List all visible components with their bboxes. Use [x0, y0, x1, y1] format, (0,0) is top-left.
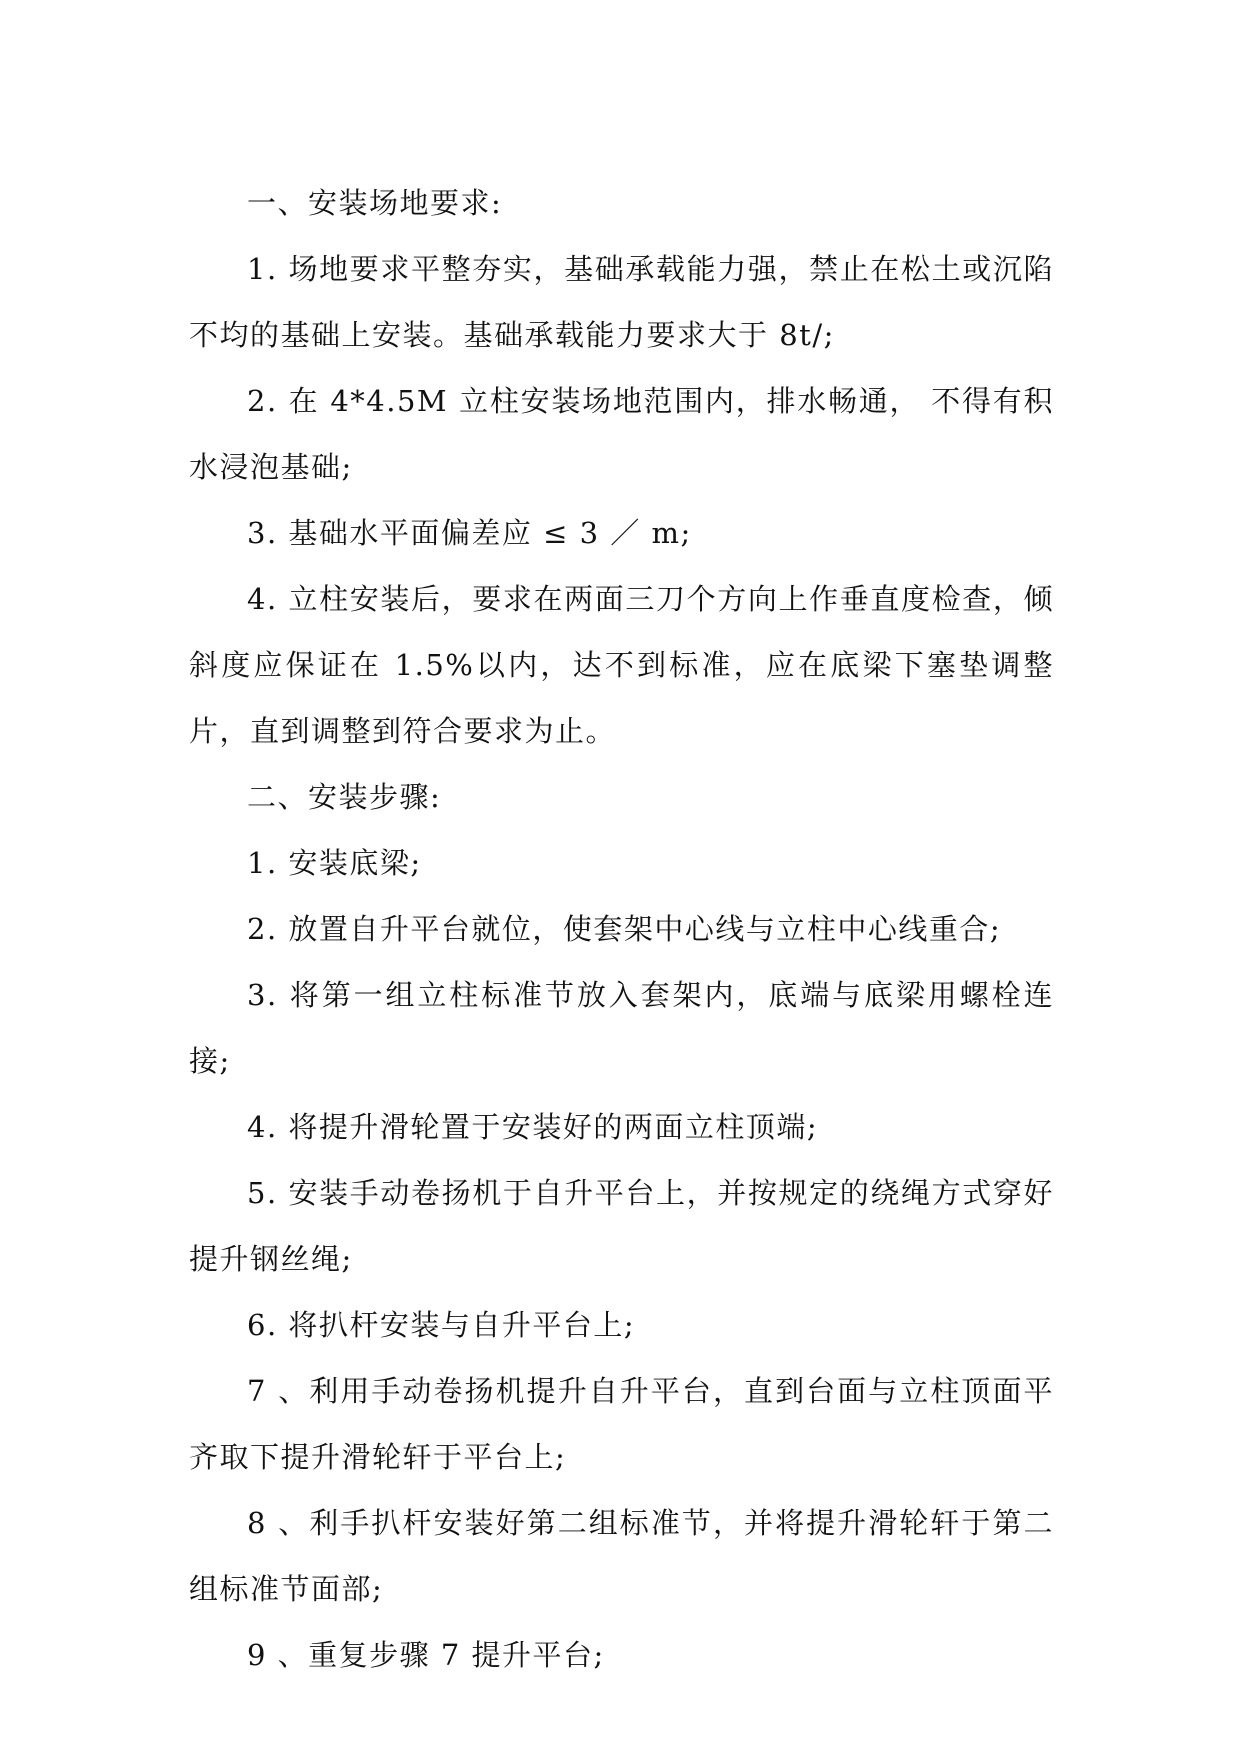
paragraph-step-8: 8 、利手扒杆安装好第二组标准节，并将提升滑轮轩于第二组标准节面部; — [189, 1506, 1054, 1606]
paragraph-step-2: 2. 放置自升平台就位，使套架中心线与立柱中心线重合; — [247, 912, 1002, 946]
paragraph-site-4: 4. 立柱安装后，要求在两面三刀个方向上作垂直度检查，倾斜度应保证在 1.5%以内，达不到标准，应在底梁下塞垫调整片，直到调整到符合要求为止。 — [189, 582, 1054, 748]
paragraph-site-3: 3. 基础水平面偏差应 ≤ 3 ／ m; — [247, 516, 692, 550]
paragraph-step-9: 9 、重复步骤 7 提升平台; — [247, 1638, 605, 1672]
section-heading-install-steps: 二、安装步骤: — [247, 780, 442, 814]
paragraph-step-1: 1. 安装底梁; — [247, 846, 422, 880]
section-heading-site-requirements: 一、安装场地要求: — [247, 186, 503, 220]
paragraph-step-6: 6. 将扒杆安装与自升平台上; — [247, 1308, 636, 1342]
paragraph-step-3: 3. 将第一组立柱标准节放入套架内，底端与底梁用螺栓连接; — [189, 978, 1054, 1078]
paragraph-site-1: 1. 场地要求平整夯实，基础承载能力强，禁止在松土或沉陷不均的基础上安装。基础承载能力要求大于 8t/; — [189, 252, 1054, 352]
paragraph-step-7: 7 、利用手动卷扬机提升自升平台，直到台面与立柱顶面平齐取下提升滑轮轩于平台上; — [189, 1374, 1054, 1474]
paragraph-step-5: 5. 安装手动卷扬机于自升平台上，并按规定的绕绳方式穿好提升钢丝绳; — [189, 1176, 1054, 1276]
document-body — [189, 170, 1054, 1688]
paragraph-step-4: 4. 将提升滑轮置于安装好的两面立柱顶端; — [247, 1110, 819, 1144]
paragraph-site-2: 2. 在 4*4.5M 立柱安装场地范围内，排水畅通， 不得有积水浸泡基础; — [189, 384, 1054, 484]
